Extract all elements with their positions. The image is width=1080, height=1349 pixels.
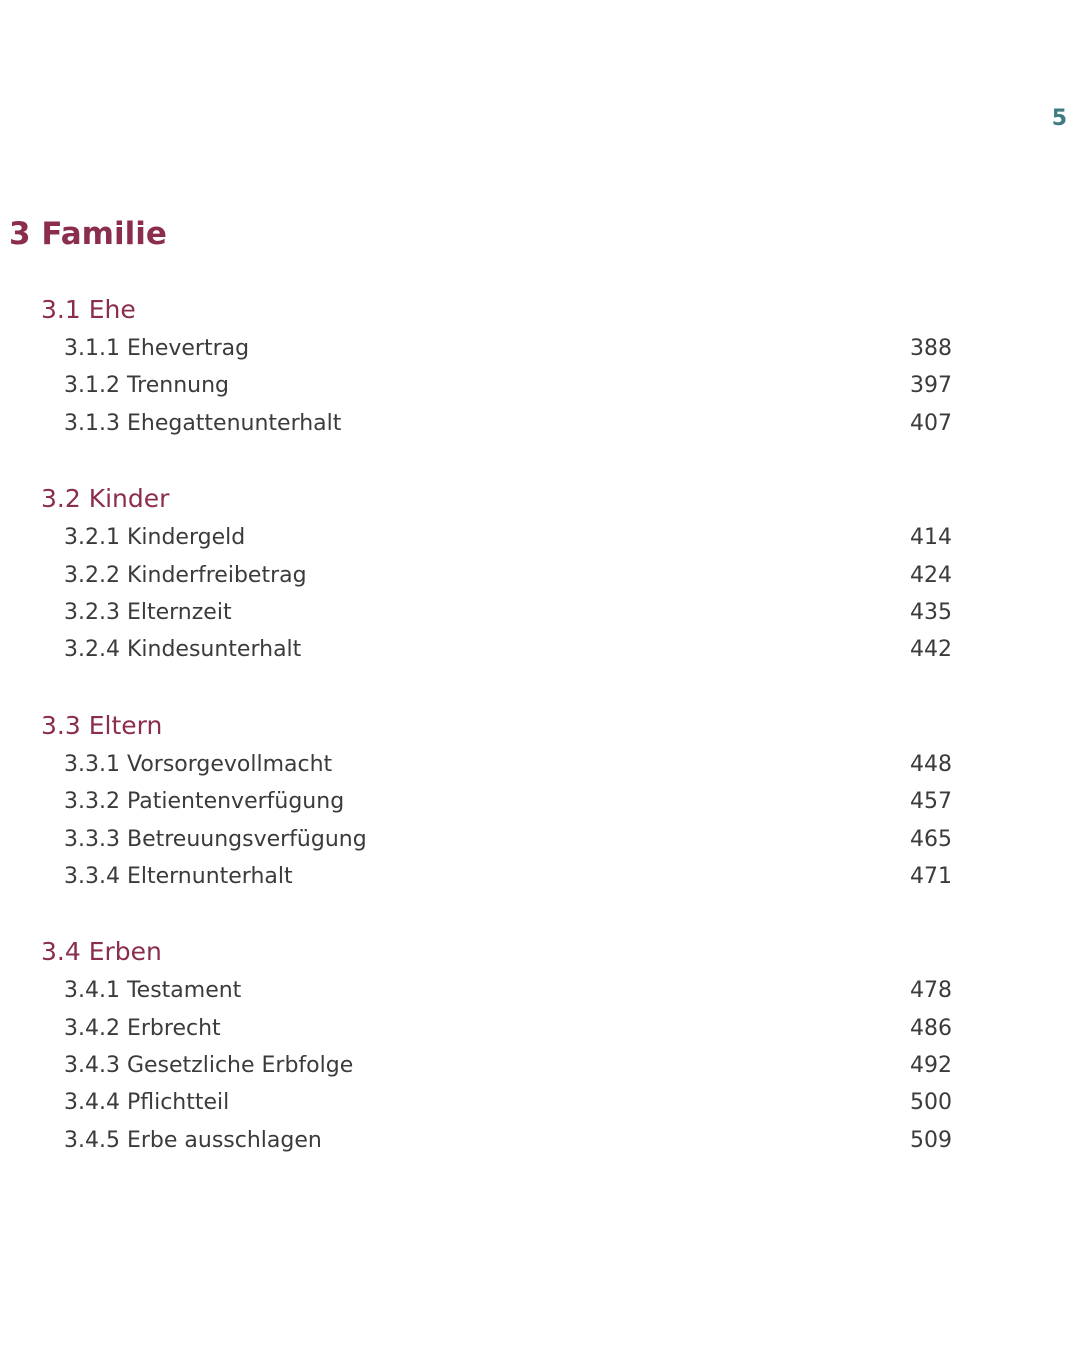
page-number: 5 xyxy=(1051,106,1067,131)
toc-entry-page: 435 xyxy=(910,599,952,625)
toc-entry-label: 3.4.4 Pflichtteil xyxy=(64,1090,230,1116)
toc-entry[interactable] xyxy=(0,631,1080,668)
toc-entry-page: 509 xyxy=(910,1127,952,1153)
toc-entry-page: 486 xyxy=(910,1015,952,1041)
section-title[interactable]: 3.2 Kinder xyxy=(41,484,170,514)
toc-entry-label: 3.3.2 Patientenverfügung xyxy=(64,789,345,815)
table-of-contents xyxy=(0,290,1080,1196)
toc-entry[interactable] xyxy=(0,1010,1080,1047)
chapter-title: 3 Familie xyxy=(9,216,167,252)
toc-entry-page: 478 xyxy=(910,978,952,1004)
toc-entry-label: 3.4.5 Erbe ausschlagen xyxy=(64,1127,322,1153)
toc-entry-page: 388 xyxy=(910,336,952,361)
toc-entry[interactable] xyxy=(0,821,1080,858)
toc-entry[interactable] xyxy=(0,783,1080,820)
toc-section xyxy=(0,290,1080,442)
toc-section xyxy=(0,479,1080,669)
toc-entry-page: 407 xyxy=(910,410,952,436)
toc-entry-label: 3.2.2 Kinderfreibetrag xyxy=(64,562,307,588)
toc-entry-label: 3.2.1 Kindergeld xyxy=(64,525,246,551)
toc-entry-label: 3.2.4 Kindesunterhalt xyxy=(64,637,302,663)
toc-entry-label: 3.1.3 Ehegattenunterhalt xyxy=(64,410,342,436)
toc-entry-label: 3.2.3 Elternzeit xyxy=(64,599,232,625)
toc-entry-page: 465 xyxy=(910,826,952,852)
toc-section xyxy=(0,932,1080,1159)
toc-entry-label: 3.4.1 Testament xyxy=(64,978,242,1004)
toc-entry[interactable] xyxy=(0,330,1080,367)
toc-entry[interactable] xyxy=(0,858,1080,895)
toc-entry-page: 442 xyxy=(910,637,952,663)
toc-entry[interactable] xyxy=(0,367,1080,404)
toc-entry-page: 492 xyxy=(910,1053,952,1079)
toc-entry-page: 397 xyxy=(910,373,952,399)
toc-entry-label: 3.1.1 Ehevertrag xyxy=(64,336,250,361)
toc-entry-page: 457 xyxy=(910,789,952,815)
toc-entry-page: 424 xyxy=(910,562,952,588)
toc-entry-label: 3.3.4 Elternunterhalt xyxy=(64,863,293,889)
toc-entry-page: 471 xyxy=(910,863,952,889)
toc-entry-label: 3.4.3 Gesetzliche Erbfolge xyxy=(64,1053,354,1079)
toc-entry-page: 448 xyxy=(910,751,952,777)
toc-entry[interactable] xyxy=(0,1122,1080,1159)
toc-entry[interactable] xyxy=(0,405,1080,442)
toc-entry[interactable] xyxy=(0,746,1080,783)
toc-entry[interactable] xyxy=(0,972,1080,1009)
toc-entry-label: 3.1.2 Trennung xyxy=(64,373,230,399)
toc-entry-page: 414 xyxy=(910,525,952,551)
section-title[interactable]: 3.3 Eltern xyxy=(41,710,163,740)
toc-entry[interactable] xyxy=(0,557,1080,594)
toc-entry-page: 500 xyxy=(910,1090,952,1116)
toc-entry-label: 3.3.3 Betreuungsverfügung xyxy=(64,826,367,852)
section-title[interactable]: 3.1 Ehe xyxy=(41,295,136,324)
toc-entry[interactable] xyxy=(0,1047,1080,1084)
toc-entry[interactable] xyxy=(0,519,1080,556)
section-title[interactable]: 3.4 Erben xyxy=(41,937,162,967)
toc-entry[interactable] xyxy=(0,594,1080,631)
toc-section xyxy=(0,706,1080,896)
toc-entry-label: 3.4.2 Erbrecht xyxy=(64,1015,221,1041)
toc-entry[interactable] xyxy=(0,1084,1080,1121)
toc-entry-label: 3.3.1 Vorsorgevollmacht xyxy=(64,751,333,777)
